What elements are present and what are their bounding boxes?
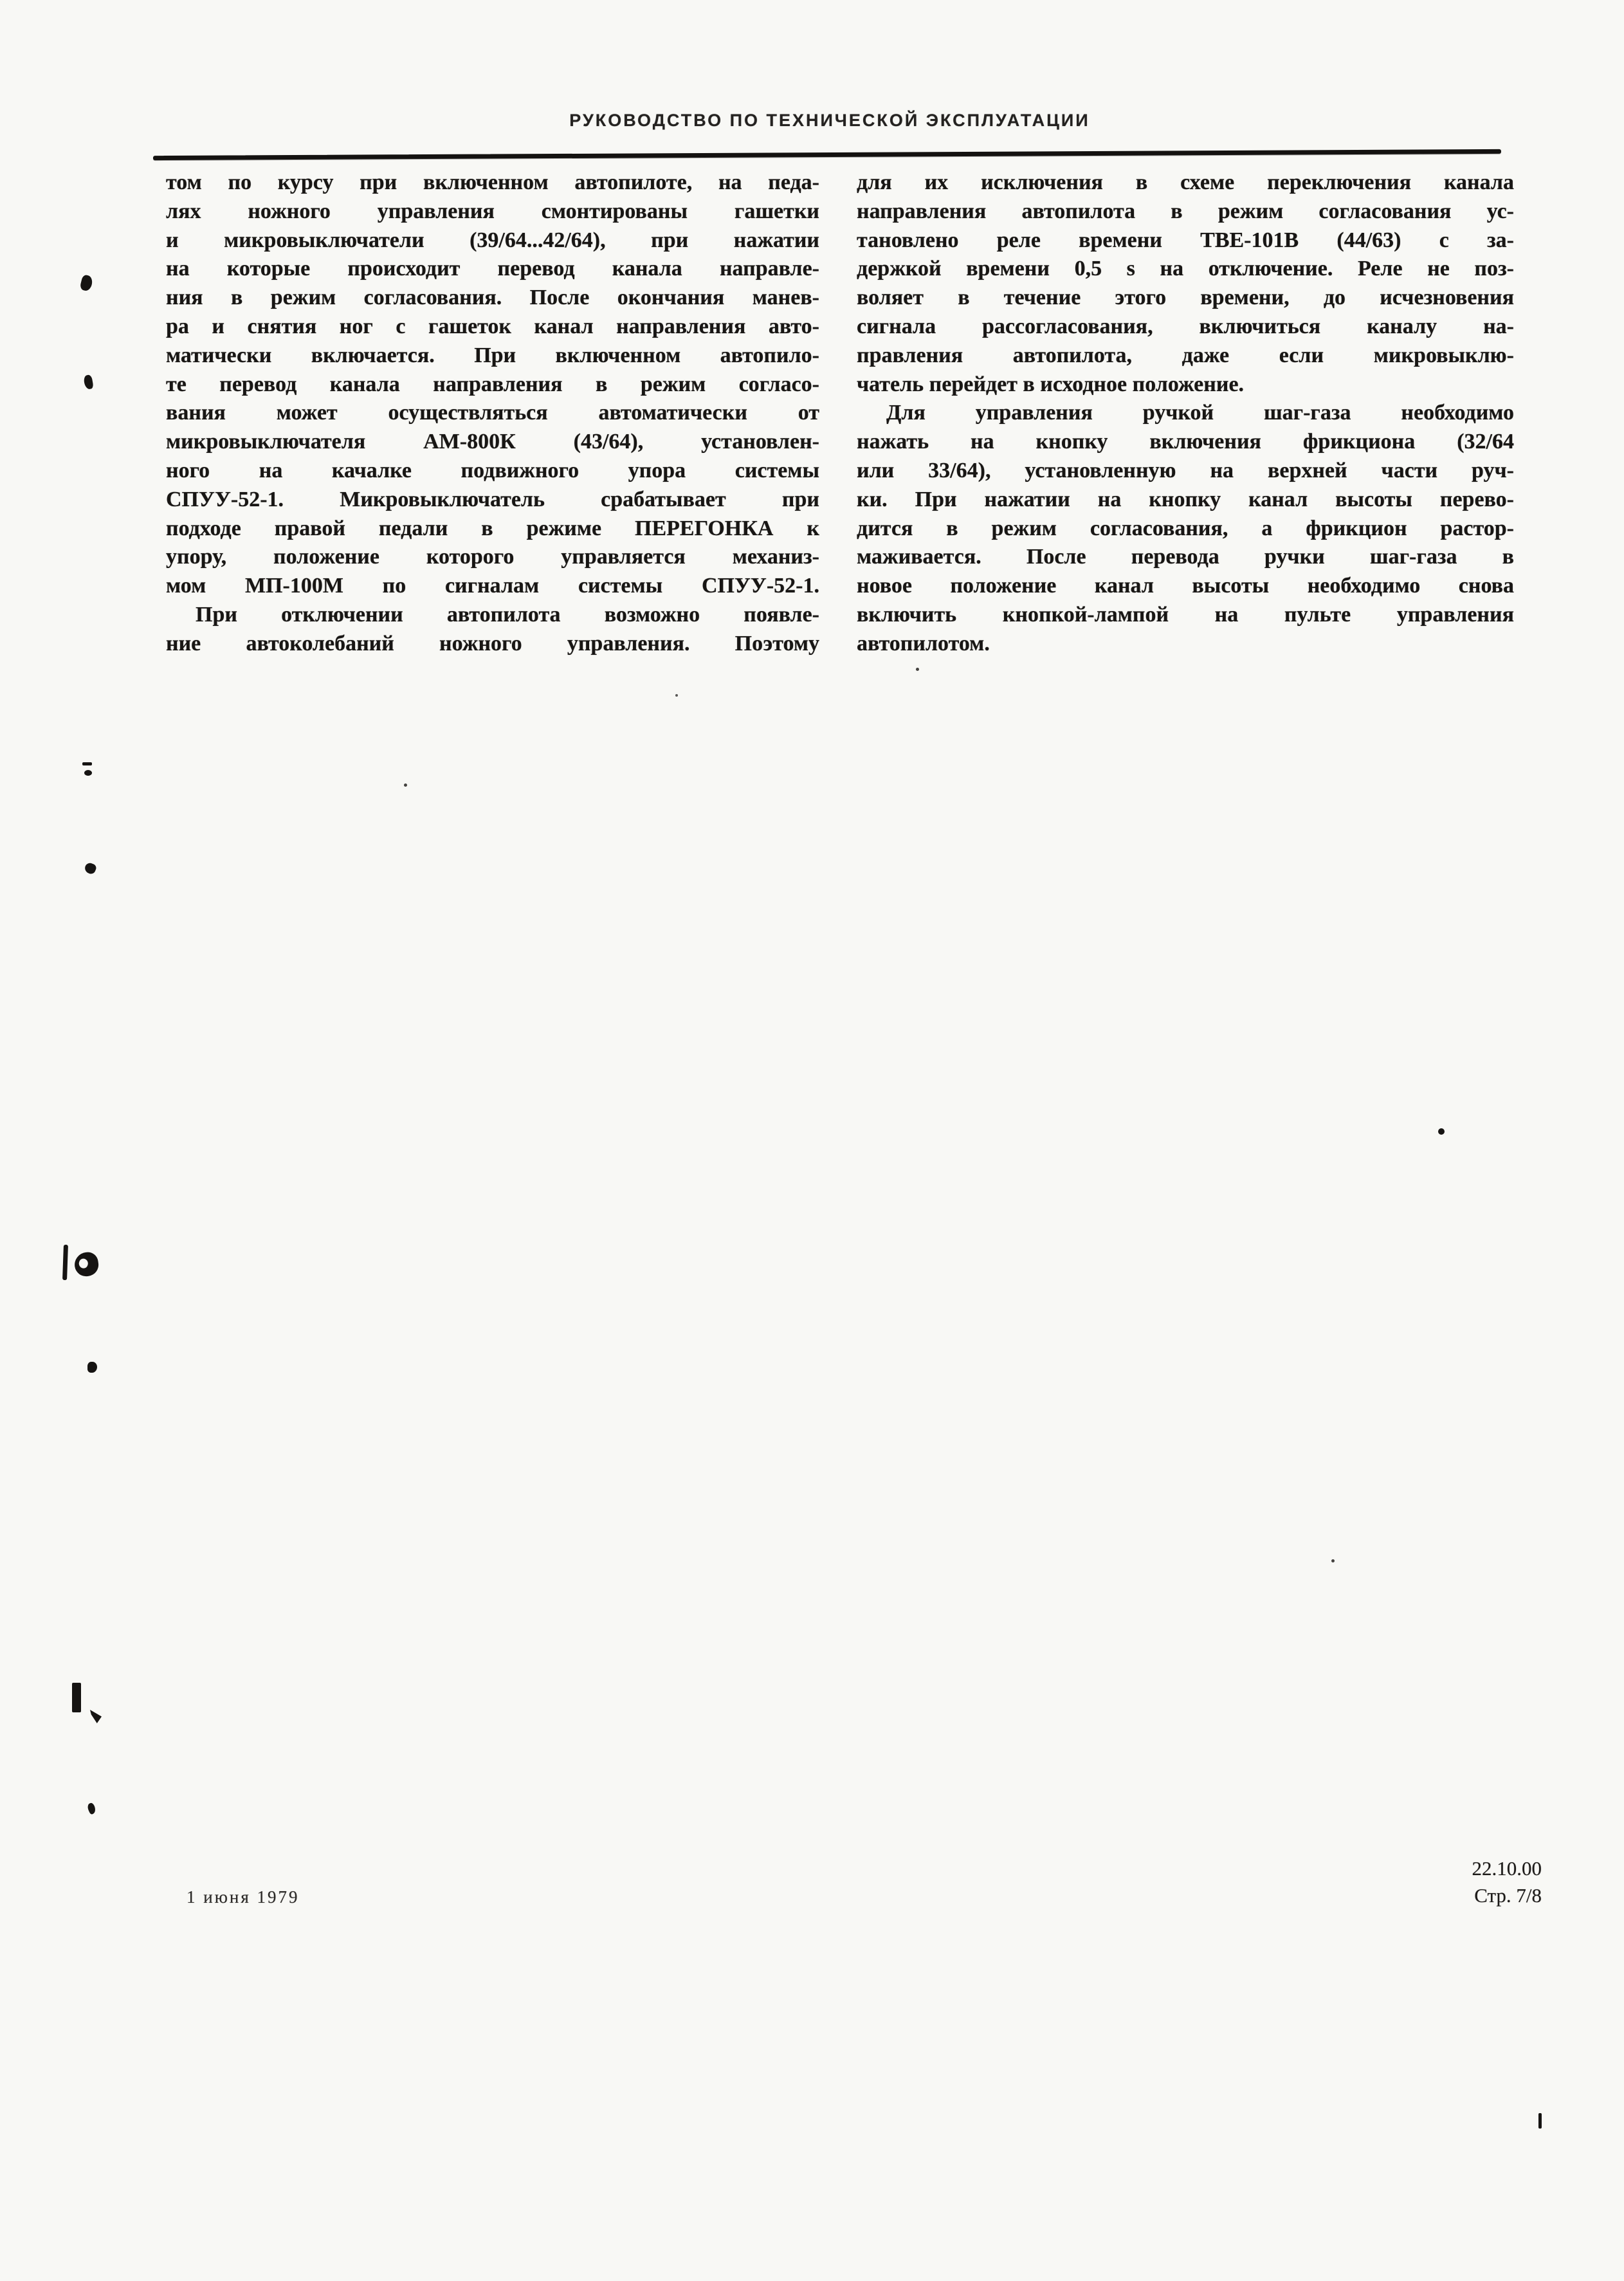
- ink-speck: [84, 770, 92, 776]
- ink-speck: [83, 374, 94, 390]
- text-line: ки. При нажатии на кнопку канал высоты перево-: [857, 487, 1514, 511]
- text-line: мом МП-100М по сигналам системы СПУУ-52-1.: [166, 574, 819, 598]
- text-line: и микровыключатели (39/64...42/64), при нажатии: [166, 228, 819, 252]
- text-column-right: [857, 169, 1514, 659]
- ink-mark-bar: [72, 1683, 81, 1712]
- text-line: включить кнопкой-лампой на пульте управления: [857, 602, 1514, 627]
- text-line: ного на качалке подвижного упора системы: [166, 458, 819, 482]
- text-line: автопилотом.: [857, 631, 990, 655]
- text-line: упору, положение которого управляется механиз-: [166, 545, 819, 569]
- ink-speck: [1538, 2113, 1542, 2129]
- text-line: лях ножного управления смонтированы гашетки: [166, 199, 819, 223]
- footer-block: [1472, 1855, 1542, 1909]
- ink-speck: [82, 762, 92, 765]
- text-line: матически включается. При включенном автопило-: [166, 343, 819, 367]
- ink-speck: [86, 1802, 97, 1815]
- running-head: РУКОВОДСТВО ПО ТЕХНИЧЕСКОЙ ЭКСПЛУАТАЦИИ: [569, 111, 1090, 130]
- text-line: для их исключения в схеме переключения канала: [857, 170, 1514, 194]
- text-line: ра и снятия ног с гашеток канал направления авто-: [166, 314, 819, 338]
- footer-page-number: Стр. 7/8: [1474, 1884, 1542, 1907]
- footer-doc-number: 22.10.00: [1472, 1857, 1542, 1880]
- text-line: дится в режим согласования, а фрикцион растор-: [857, 516, 1514, 540]
- text-column-left: [166, 169, 819, 659]
- text-line: новое положение канал высоты необходимо снова: [857, 574, 1514, 598]
- ink-speck: [1438, 1128, 1445, 1135]
- ink-speck: [404, 783, 407, 787]
- text-line: направления автопилота в режим согласования ус-: [857, 199, 1514, 223]
- text-line: маживается. После перевода ручки шаг-газа в: [857, 545, 1514, 569]
- text-line: микровыключателя АМ-800К (43/64), установлен-: [166, 430, 819, 454]
- text-line: держкой времени 0,5 s на отключение. Реле не поз-: [857, 257, 1514, 281]
- handwritten-mark-10: [73, 1251, 100, 1278]
- text-line: СПУУ-52-1. Микровыключатель срабатывает при: [166, 487, 819, 511]
- ink-speck: [84, 861, 98, 875]
- footer-date: 1 июня 1979: [187, 1887, 300, 1907]
- text-line: том по курсу при включенном автопилоте, на педа-: [166, 170, 819, 194]
- ink-speck: [1331, 1559, 1335, 1562]
- ink-speck: [916, 668, 919, 671]
- text-line: Для управления ручкой шаг-газа необходимо: [886, 401, 1514, 425]
- ink-mark-wedge: [90, 1710, 102, 1723]
- ink-speck: [675, 694, 678, 697]
- text-line: вания может осуществляться автоматически от: [166, 401, 819, 425]
- text-line: ние автоколебаний ножного управления. Поэтому: [166, 631, 819, 655]
- text-line: подходе правой педали в режиме ПЕРЕГОНКА к: [166, 516, 819, 540]
- ink-speck: [79, 274, 93, 291]
- text-line: При отключении автопилота возможно появле-: [196, 602, 819, 627]
- text-line: те перевод канала направления в режим согласо-: [166, 372, 819, 396]
- text-line: воляет в течение этого времени, до исчезновения: [857, 286, 1514, 310]
- text-line: нажать на кнопку включения фрикциона (32/64: [857, 430, 1514, 454]
- text-line: ния в режим согласования. После окончания манев-: [166, 286, 819, 310]
- text-line: на которые происходит перевод канала направле-: [166, 257, 819, 281]
- text-line: правления автопилота, даже если микровыклю-: [857, 343, 1514, 367]
- header-rule: [153, 149, 1501, 160]
- text-line: тановлено реле времени ТВЕ-101В (44/63) с за-: [857, 228, 1514, 252]
- text-line: чатель перейдет в исходное положение.: [857, 372, 1245, 396]
- text-line: сигнала рассогласования, включиться каналу на-: [857, 314, 1514, 338]
- handwritten-mark-10: [62, 1245, 68, 1280]
- ink-speck: [87, 1362, 97, 1373]
- handwritten-mark-10-hole: [78, 1258, 89, 1269]
- text-line: или 33/64), установленную на верхней части руч-: [857, 458, 1514, 482]
